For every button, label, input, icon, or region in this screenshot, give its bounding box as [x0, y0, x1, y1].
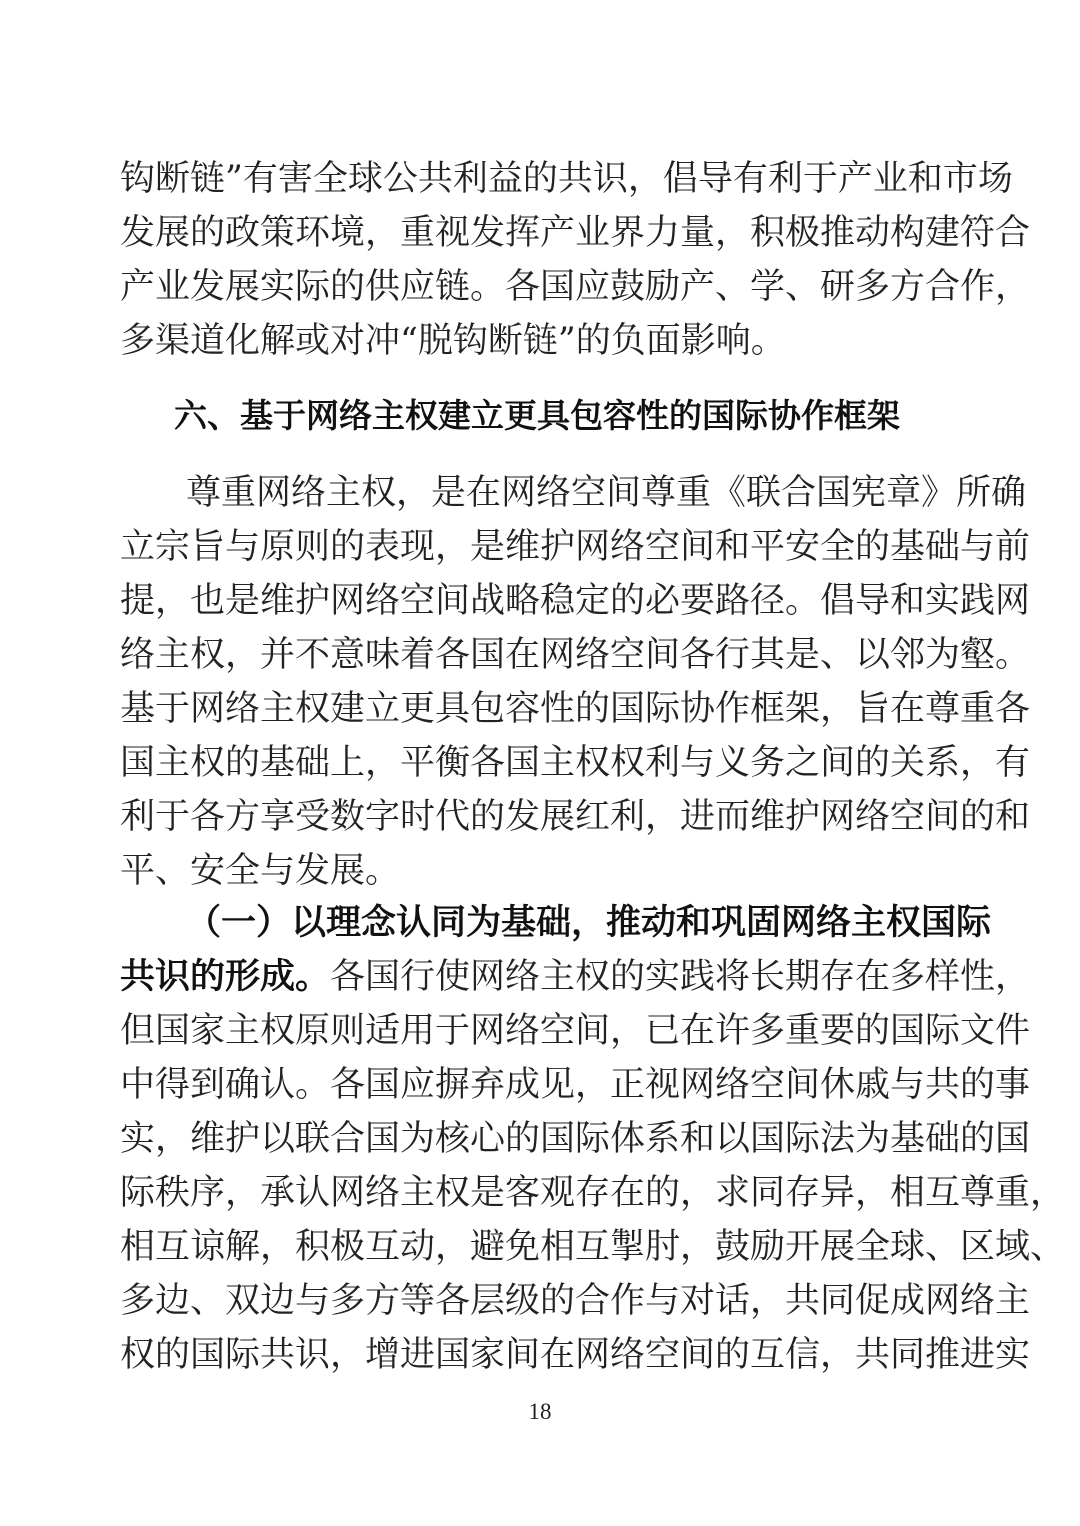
text-line: 中得到确认。各国应摒弃成见，正视网络空间休戚与共的事: [120, 1065, 1031, 1105]
text-line: 多渠道化解或对冲“脱钩断链”的负面影响。: [120, 321, 786, 361]
text-line: 相互谅解，积极互动，避免相互掣肘，鼓励开展全球、区域、: [120, 1227, 1066, 1267]
subsection-heading-tail: 共识的形成。: [120, 957, 331, 997]
text-line: 多边、双边与多方等各层级的合作与对话，共同促成网络主: [120, 1281, 1031, 1321]
text-line: 利于各方享受数字时代的发展红利，进而维护网络空间的和: [120, 797, 1031, 837]
text-line-mixed: [120, 950, 1031, 1004]
text-span: 各国行使网络主权的实践将长期存在多样性，: [330, 957, 1031, 997]
text-line: 但国家主权原则适用于网络空间，已在许多重要的国际文件: [120, 1011, 1031, 1051]
text-line: 钩断链”有害全球公共利益的共识，倡导有利于产业和市场: [120, 159, 1013, 199]
text-line: 络主权，并不意味着各国在网络空间各行其是、以邻为壑。: [120, 635, 1031, 675]
text-line: 立宗旨与原则的表现，是维护网络空间和平安全的基础与前: [120, 527, 1031, 567]
text-line: 产业发展实际的供应链。各国应鼓励产、学、研多方合作，: [120, 267, 1031, 307]
text-line: 尊重网络主权，是在网络空间尊重《联合国宪章》所确: [186, 473, 1027, 513]
text-line: 际秩序，承认网络主权是客观存在的，求同存异，相互尊重，: [120, 1173, 1066, 1213]
text-line: 提，也是维护网络空间战略稳定的必要路径。倡导和实践网: [120, 581, 1031, 621]
page-number: 18: [528, 1399, 552, 1424]
text-line: 基于网络主权建立更具包容性的国际协作框架，旨在尊重各: [120, 689, 1031, 729]
text-line: 实，维护以联合国为核心的国际体系和以国际法为基础的国: [120, 1119, 1031, 1159]
text-line: 权的国际共识，增进国家间在网络空间的互信，共同推进实: [120, 1335, 1031, 1375]
text-line: 平、安全与发展。: [120, 851, 401, 891]
text-line: 国主权的基础上，平衡各国主权权利与义务之间的关系，有: [120, 743, 1031, 783]
subsection-heading-line: （一）以理念认同为基础，推动和巩固网络主权国际: [186, 903, 992, 943]
section-heading: 六、基于网络主权建立更具包容性的国际协作框架: [174, 396, 900, 435]
text-line: 发展的政策环境，重视发挥产业界力量，积极推动构建符合: [120, 213, 1031, 253]
